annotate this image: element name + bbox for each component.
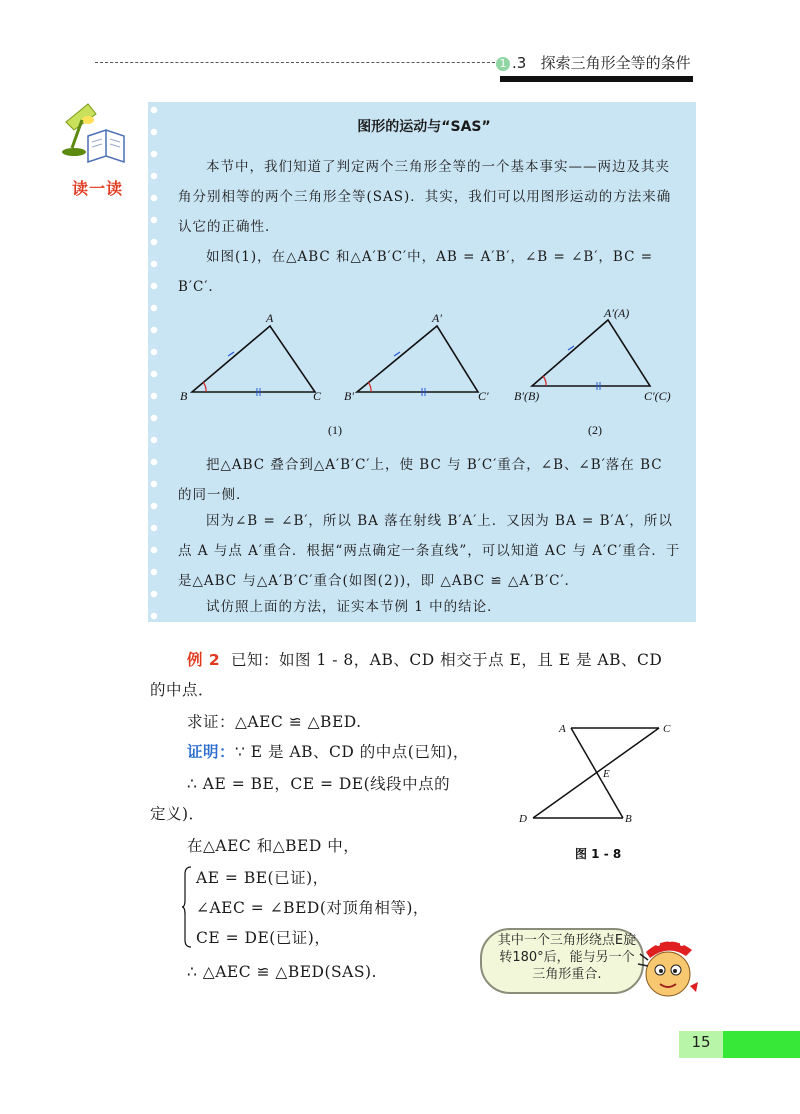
t2-label-A: A′ [432,311,442,325]
example-line-1: 例 2 已知：如图 1 - 8，AB、CD 相交于点 E，且 E 是 AB、CD [187,651,663,669]
t3-label-C: C′(C) [644,389,671,403]
t2-label-C: C′ [478,389,489,403]
hint-bubble-text: 其中一个三角形绕点E旋转180°后，能与另一个三角形重合. [497,933,637,982]
fig18-label-B: B [625,813,632,825]
fig18-label-D: D [519,813,527,825]
fig18-label-C: C [663,723,671,735]
reading-paragraph-3: 把△ABC 叠合到△A′B′C′上，使 BC 与 B′C′重合，∠B、∠B′落在 BC 的同一侧． [178,457,663,503]
system-line-3: CE = DE(已证)， [196,929,331,947]
example-line-2: 的中点． [150,681,215,699]
system-line-1: AE = BE(已证)， [196,869,329,887]
triangles-figure [150,300,698,450]
fig18-label-A: A [559,723,566,735]
reading-paragraph-2: 如图(1)，在△ABC 和△A′B′C′中，AB = A′B′，∠B = ∠B′，BC = B′C′. [178,249,654,295]
section-suffix: .3 [512,54,527,72]
section-number: 1 [496,57,510,71]
reading-title: 图形的运动与“SAS” [357,119,491,135]
t3-label-A: A′(A) [604,306,630,320]
t2-label-B: B′ [344,389,354,403]
proof-line-2: ∴ AE = BE，CE = DE(线段中点的 [187,775,451,793]
proof-line-1: 证明：∵ E 是 AB、CD 的中点(已知)， [187,743,469,761]
header-bar [500,76,693,82]
reading-paragraph-4: 因为∠B = ∠B′，所以 BA 落在射线 B′A′上．又因为 BA = B′A′，所以点 A 与点 A′重合．根据“两点确定一条直线”，可以知道 AC 与 A′C′重合．于是△ABC 与△A′B′C′重合(如图(2))，即 △ABC ≌ △A′B′C′. [178,513,681,589]
fig18-label-E: E [603,768,610,780]
proof-line-4: 在△AEC 和△BED 中， [187,837,360,855]
proof-label: 证明： [187,743,236,761]
t1-label-A: A [266,311,274,325]
figure-1-8-caption: 图 1 - 8 [575,847,622,861]
section-header [496,52,691,73]
system-line-2: ∠AEC = ∠BED(对顶角相等)， [196,899,429,917]
proof-conclusion: ∴ △AEC ≌ △BED(SAS). [187,963,377,981]
fig-caption-2: (2) [588,423,602,437]
t3-label-B: B′(B) [514,389,540,403]
header-dashed-line [95,62,505,63]
example-label: 例 2 [187,651,221,669]
reading-paragraph-1: 本节中，我们知道了判定两个三角形全等的一个基本事实——两边及其夹角分别相等的两个三角形全等(SAS)．其实，我们可以用图形运动的方法来确认它的正确性． [178,159,672,235]
reading-label: 读一读 [72,179,124,198]
fig-caption-1: (1) [328,423,342,437]
proof-line-3: 定义)． [150,805,205,823]
page-number: 15 [691,1033,711,1051]
figure-1-8 [515,716,685,866]
section-title: 探索三角形全等的条件 [540,54,691,72]
reading-paragraph-5: 试仿照上面的方法，证实本节例 1 中的结论． [206,599,502,615]
cartoon-character-icon [636,930,700,1006]
t1-label-B: B [180,389,188,403]
reading-lamp-book-icon [58,100,130,172]
example-prove: 求证：△AEC ≌ △BED. [187,713,362,731]
t1-label-C: C [313,389,322,403]
system-brace [182,866,192,948]
